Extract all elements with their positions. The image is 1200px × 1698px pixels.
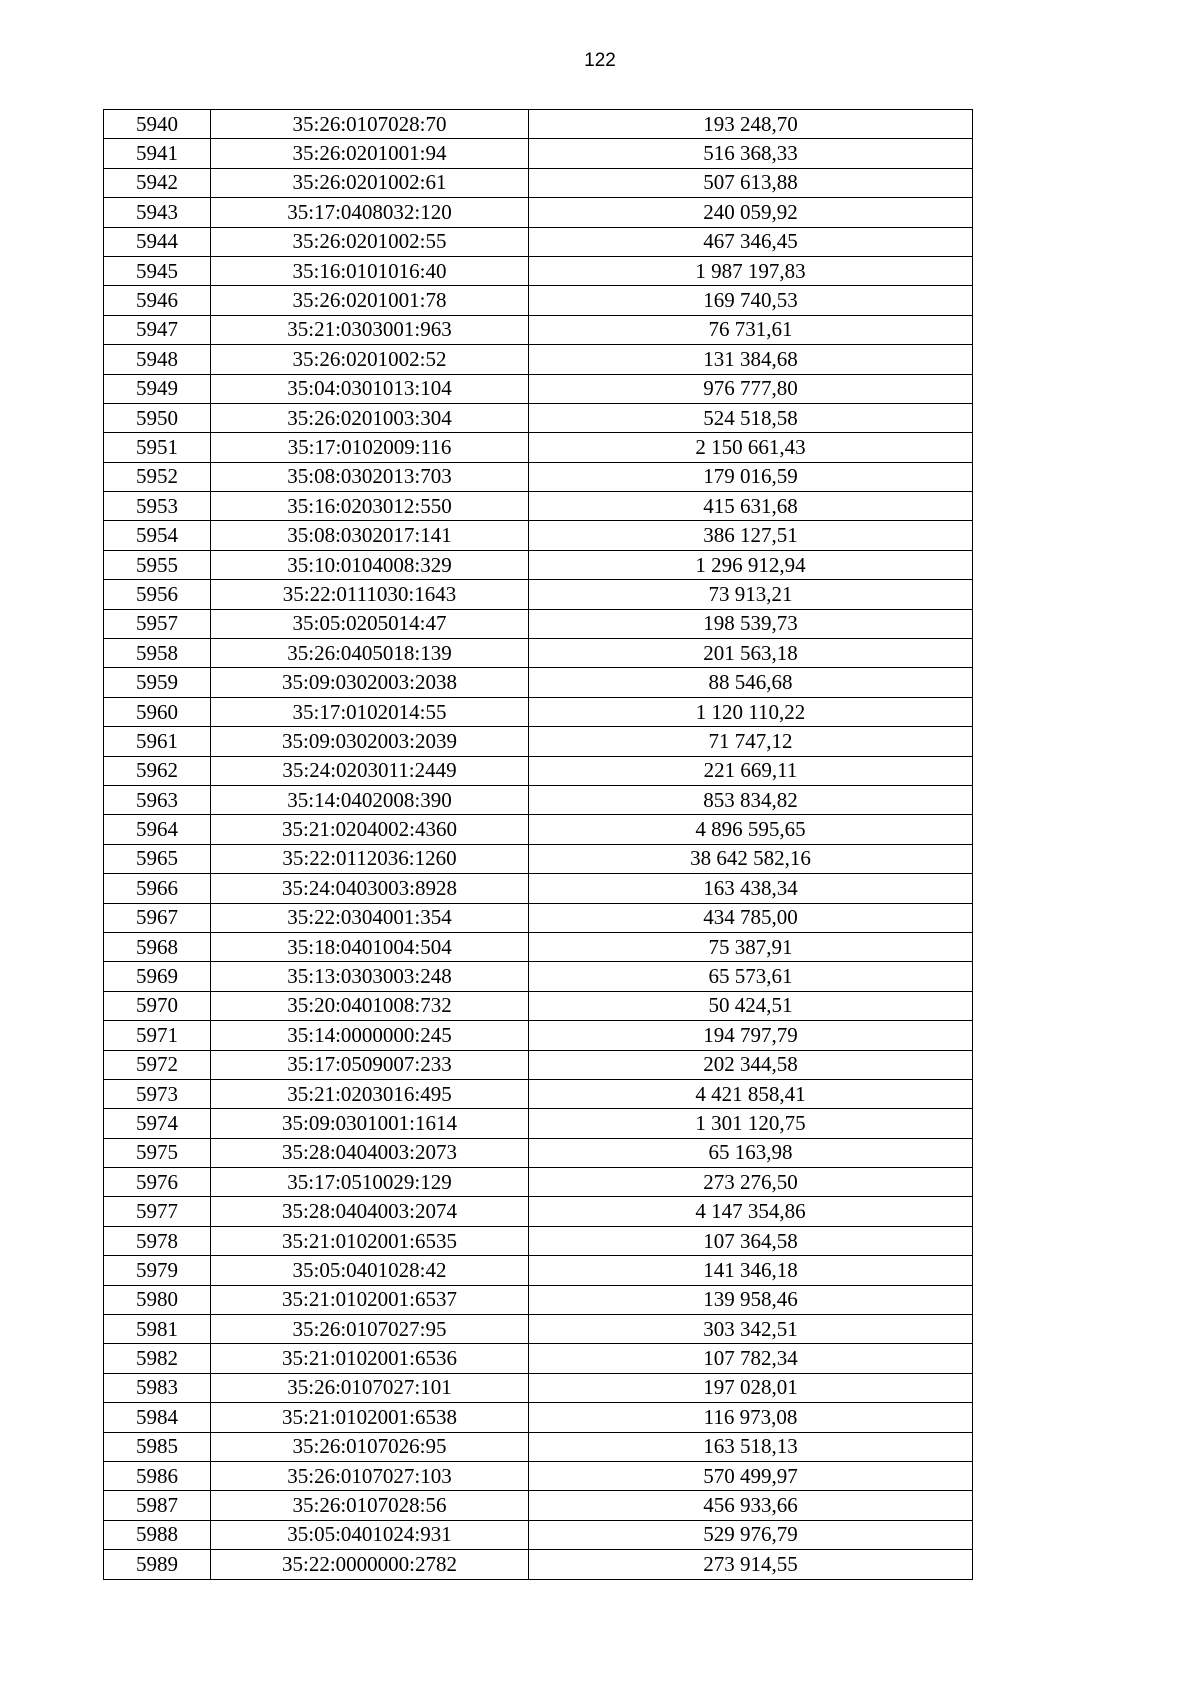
row-number-cell: 5953	[104, 492, 211, 521]
table-row	[104, 785, 973, 814]
row-number-cell: 5983	[104, 1373, 211, 1402]
row-number-cell: 5941	[104, 139, 211, 168]
cadastral-value-cell: 1 301 120,75	[529, 1109, 973, 1138]
row-number-cell: 5977	[104, 1197, 211, 1226]
cadastral-number-cell: 35:09:0302003:2039	[211, 727, 529, 756]
cadastral-value-cell: 507 613,88	[529, 168, 973, 197]
row-number-cell: 5985	[104, 1432, 211, 1461]
table-row	[104, 639, 973, 668]
table-row	[104, 403, 973, 432]
row-number-cell: 5943	[104, 198, 211, 227]
cadastral-number-cell: 35:26:0201002:55	[211, 227, 529, 256]
row-number-cell: 5958	[104, 639, 211, 668]
cadastral-number-cell: 35:26:0201002:61	[211, 168, 529, 197]
table-row	[104, 1021, 973, 1050]
cadastral-number-cell: 35:28:0404003:2074	[211, 1197, 529, 1226]
page-number: 122	[584, 50, 616, 71]
row-number-cell: 5980	[104, 1285, 211, 1314]
cadastral-number-cell: 35:16:0203012:550	[211, 492, 529, 521]
cadastral-number-cell: 35:26:0201003:304	[211, 403, 529, 432]
row-number-cell: 5947	[104, 315, 211, 344]
cadastral-number-cell: 35:14:0402008:390	[211, 785, 529, 814]
cadastral-value-cell: 516 368,33	[529, 139, 973, 168]
cadastral-value-cell: 221 669,11	[529, 756, 973, 785]
table-row	[104, 110, 973, 139]
cadastral-value-cell: 415 631,68	[529, 492, 973, 521]
row-number-cell: 5944	[104, 227, 211, 256]
cadastral-number-cell: 35:08:0302017:141	[211, 521, 529, 550]
table-row	[104, 1050, 973, 1079]
cadastral-number-cell: 35:26:0107027:95	[211, 1315, 529, 1344]
row-number-cell: 5950	[104, 403, 211, 432]
cadastral-number-cell: 35:26:0107026:95	[211, 1432, 529, 1461]
row-number-cell: 5940	[104, 110, 211, 139]
cadastral-number-cell: 35:13:0303003:248	[211, 962, 529, 991]
cadastral-number-cell: 35:24:0203011:2449	[211, 756, 529, 785]
cadastral-number-cell: 35:26:0107027:101	[211, 1373, 529, 1402]
cadastral-value-cell: 169 740,53	[529, 286, 973, 315]
table-row	[104, 1344, 973, 1373]
table-row	[104, 1491, 973, 1520]
table-row	[104, 1256, 973, 1285]
cadastral-value-cell: 131 384,68	[529, 345, 973, 374]
cadastral-number-cell: 35:05:0401024:931	[211, 1520, 529, 1549]
cadastral-number-cell: 35:22:0112036:1260	[211, 844, 529, 873]
cadastral-value-cell: 386 127,51	[529, 521, 973, 550]
cadastral-value-cell: 570 499,97	[529, 1461, 973, 1490]
cadastral-value-cell: 467 346,45	[529, 227, 973, 256]
table-row	[104, 1138, 973, 1167]
cadastral-number-cell: 35:21:0204002:4360	[211, 815, 529, 844]
cadastral-number-cell: 35:09:0301001:1614	[211, 1109, 529, 1138]
cadastral-value-cell: 4 147 354,86	[529, 1197, 973, 1226]
cadastral-value-cell: 76 731,61	[529, 315, 973, 344]
cadastral-value-table	[103, 109, 973, 1580]
cadastral-number-cell: 35:10:0104008:329	[211, 550, 529, 579]
cadastral-value-cell: 163 438,34	[529, 874, 973, 903]
row-number-cell: 5986	[104, 1461, 211, 1490]
cadastral-number-cell: 35:17:0102014:55	[211, 697, 529, 726]
table-row	[104, 1520, 973, 1549]
cadastral-number-cell: 35:04:0301013:104	[211, 374, 529, 403]
table-row	[104, 433, 973, 462]
row-number-cell: 5948	[104, 345, 211, 374]
row-number-cell: 5964	[104, 815, 211, 844]
cadastral-number-cell: 35:22:0000000:2782	[211, 1550, 529, 1579]
cadastral-number-cell: 35:26:0201001:78	[211, 286, 529, 315]
table-row	[104, 962, 973, 991]
row-number-cell: 5987	[104, 1491, 211, 1520]
table-row	[104, 697, 973, 726]
table-row	[104, 1079, 973, 1108]
cadastral-number-cell: 35:18:0401004:504	[211, 932, 529, 961]
cadastral-number-cell: 35:28:0404003:2073	[211, 1138, 529, 1167]
row-number-cell: 5961	[104, 727, 211, 756]
cadastral-number-cell: 35:22:0304001:354	[211, 903, 529, 932]
table-row	[104, 844, 973, 873]
cadastral-value-cell: 1 987 197,83	[529, 256, 973, 285]
row-number-cell: 5978	[104, 1226, 211, 1255]
table-row	[104, 1226, 973, 1255]
table-row	[104, 345, 973, 374]
table-row	[104, 991, 973, 1020]
table-row	[104, 609, 973, 638]
row-number-cell: 5952	[104, 462, 211, 491]
table-row	[104, 932, 973, 961]
cadastral-number-cell: 35:09:0302003:2038	[211, 668, 529, 697]
row-number-cell: 5962	[104, 756, 211, 785]
cadastral-number-cell: 35:14:0000000:245	[211, 1021, 529, 1050]
table-row	[104, 668, 973, 697]
row-number-cell: 5957	[104, 609, 211, 638]
row-number-cell: 5975	[104, 1138, 211, 1167]
cadastral-value-cell: 75 387,91	[529, 932, 973, 961]
row-number-cell: 5984	[104, 1403, 211, 1432]
cadastral-value-cell: 976 777,80	[529, 374, 973, 403]
cadastral-value-cell: 524 518,58	[529, 403, 973, 432]
row-number-cell: 5968	[104, 932, 211, 961]
cadastral-number-cell: 35:26:0405018:139	[211, 639, 529, 668]
cadastral-value-cell: 65 163,98	[529, 1138, 973, 1167]
row-number-cell: 5988	[104, 1520, 211, 1549]
cadastral-number-cell: 35:26:0107028:70	[211, 110, 529, 139]
cadastral-value-cell: 2 150 661,43	[529, 433, 973, 462]
table-row	[104, 1168, 973, 1197]
table-body	[104, 110, 973, 1580]
row-number-cell: 5963	[104, 785, 211, 814]
row-number-cell: 5976	[104, 1168, 211, 1197]
cadastral-number-cell: 35:05:0401028:42	[211, 1256, 529, 1285]
cadastral-value-cell: 116 973,08	[529, 1403, 973, 1432]
cadastral-number-cell: 35:17:0510029:129	[211, 1168, 529, 1197]
cadastral-value-cell: 71 747,12	[529, 727, 973, 756]
cadastral-value-cell: 141 346,18	[529, 1256, 973, 1285]
cadastral-value-cell: 456 933,66	[529, 1491, 973, 1520]
table-row	[104, 1109, 973, 1138]
cadastral-value-cell: 198 539,73	[529, 609, 973, 638]
row-number-cell: 5989	[104, 1550, 211, 1579]
cadastral-value-cell: 303 342,51	[529, 1315, 973, 1344]
table-row	[104, 256, 973, 285]
table-row	[104, 286, 973, 315]
row-number-cell: 5955	[104, 550, 211, 579]
table-row	[104, 815, 973, 844]
table-row	[104, 903, 973, 932]
cadastral-number-cell: 35:17:0408032:120	[211, 198, 529, 227]
cadastral-value-cell: 194 797,79	[529, 1021, 973, 1050]
row-number-cell: 5970	[104, 991, 211, 1020]
cadastral-value-cell: 529 976,79	[529, 1520, 973, 1549]
cadastral-value-cell: 65 573,61	[529, 962, 973, 991]
cadastral-value-cell: 107 364,58	[529, 1226, 973, 1255]
cadastral-number-cell: 35:21:0203016:495	[211, 1079, 529, 1108]
table-row	[104, 1373, 973, 1402]
table-row	[104, 198, 973, 227]
cadastral-number-cell: 35:21:0102001:6536	[211, 1344, 529, 1373]
cadastral-value-cell: 38 642 582,16	[529, 844, 973, 873]
table-row	[104, 727, 973, 756]
cadastral-value-cell: 139 958,46	[529, 1285, 973, 1314]
cadastral-value-cell: 240 059,92	[529, 198, 973, 227]
table-row	[104, 227, 973, 256]
cadastral-value-cell: 1 296 912,94	[529, 550, 973, 579]
cadastral-value-cell: 107 782,34	[529, 1344, 973, 1373]
row-number-cell: 5979	[104, 1256, 211, 1285]
cadastral-value-cell: 434 785,00	[529, 903, 973, 932]
table-row	[104, 1403, 973, 1432]
cadastral-value-cell: 4 896 595,65	[529, 815, 973, 844]
cadastral-value-cell: 88 546,68	[529, 668, 973, 697]
cadastral-number-cell: 35:17:0509007:233	[211, 1050, 529, 1079]
row-number-cell: 5967	[104, 903, 211, 932]
table-row	[104, 521, 973, 550]
table-row	[104, 756, 973, 785]
cadastral-number-cell: 35:26:0201001:94	[211, 139, 529, 168]
table-row	[104, 315, 973, 344]
row-number-cell: 5942	[104, 168, 211, 197]
table-row	[104, 492, 973, 521]
table-row	[104, 374, 973, 403]
cadastral-number-cell: 35:08:0302013:703	[211, 462, 529, 491]
row-number-cell: 5946	[104, 286, 211, 315]
row-number-cell: 5971	[104, 1021, 211, 1050]
cadastral-number-cell: 35:26:0107027:103	[211, 1461, 529, 1490]
cadastral-value-cell: 73 913,21	[529, 580, 973, 609]
cadastral-value-cell: 4 421 858,41	[529, 1079, 973, 1108]
row-number-cell: 5966	[104, 874, 211, 903]
cadastral-value-cell: 273 914,55	[529, 1550, 973, 1579]
row-number-cell: 5951	[104, 433, 211, 462]
cadastral-value-cell: 193 248,70	[529, 110, 973, 139]
row-number-cell: 5982	[104, 1344, 211, 1373]
row-number-cell: 5949	[104, 374, 211, 403]
cadastral-value-cell: 853 834,82	[529, 785, 973, 814]
cadastral-number-cell: 35:21:0303001:963	[211, 315, 529, 344]
row-number-cell: 5954	[104, 521, 211, 550]
cadastral-number-cell: 35:24:0403003:8928	[211, 874, 529, 903]
cadastral-value-cell: 1 120 110,22	[529, 697, 973, 726]
table-row	[104, 168, 973, 197]
table-row	[104, 462, 973, 491]
cadastral-value-cell: 202 344,58	[529, 1050, 973, 1079]
cadastral-number-cell: 35:21:0102001:6535	[211, 1226, 529, 1255]
cadastral-number-cell: 35:16:0101016:40	[211, 256, 529, 285]
cadastral-number-cell: 35:05:0205014:47	[211, 609, 529, 638]
row-number-cell: 5960	[104, 697, 211, 726]
row-number-cell: 5945	[104, 256, 211, 285]
row-number-cell: 5969	[104, 962, 211, 991]
cadastral-number-cell: 35:21:0102001:6537	[211, 1285, 529, 1314]
table-row	[104, 550, 973, 579]
cadastral-number-cell: 35:22:0111030:1643	[211, 580, 529, 609]
row-number-cell: 5972	[104, 1050, 211, 1079]
cadastral-value-cell: 273 276,50	[529, 1168, 973, 1197]
row-number-cell: 5959	[104, 668, 211, 697]
row-number-cell: 5974	[104, 1109, 211, 1138]
cadastral-value-cell: 50 424,51	[529, 991, 973, 1020]
cadastral-value-cell: 197 028,01	[529, 1373, 973, 1402]
cadastral-number-cell: 35:26:0201002:52	[211, 345, 529, 374]
table-row	[104, 1432, 973, 1461]
table-row	[104, 1461, 973, 1490]
table-row	[104, 1285, 973, 1314]
cadastral-number-cell: 35:20:0401008:732	[211, 991, 529, 1020]
table-row	[104, 139, 973, 168]
cadastral-value-cell: 179 016,59	[529, 462, 973, 491]
cadastral-value-cell: 163 518,13	[529, 1432, 973, 1461]
cadastral-number-cell: 35:26:0107028:56	[211, 1491, 529, 1520]
row-number-cell: 5965	[104, 844, 211, 873]
row-number-cell: 5981	[104, 1315, 211, 1344]
table-row	[104, 1550, 973, 1579]
table-row	[104, 1315, 973, 1344]
row-number-cell: 5973	[104, 1079, 211, 1108]
cadastral-number-cell: 35:17:0102009:116	[211, 433, 529, 462]
table-row	[104, 1197, 973, 1226]
cadastral-value-cell: 201 563,18	[529, 639, 973, 668]
table-row	[104, 580, 973, 609]
cadastral-number-cell: 35:21:0102001:6538	[211, 1403, 529, 1432]
row-number-cell: 5956	[104, 580, 211, 609]
table-row	[104, 874, 973, 903]
